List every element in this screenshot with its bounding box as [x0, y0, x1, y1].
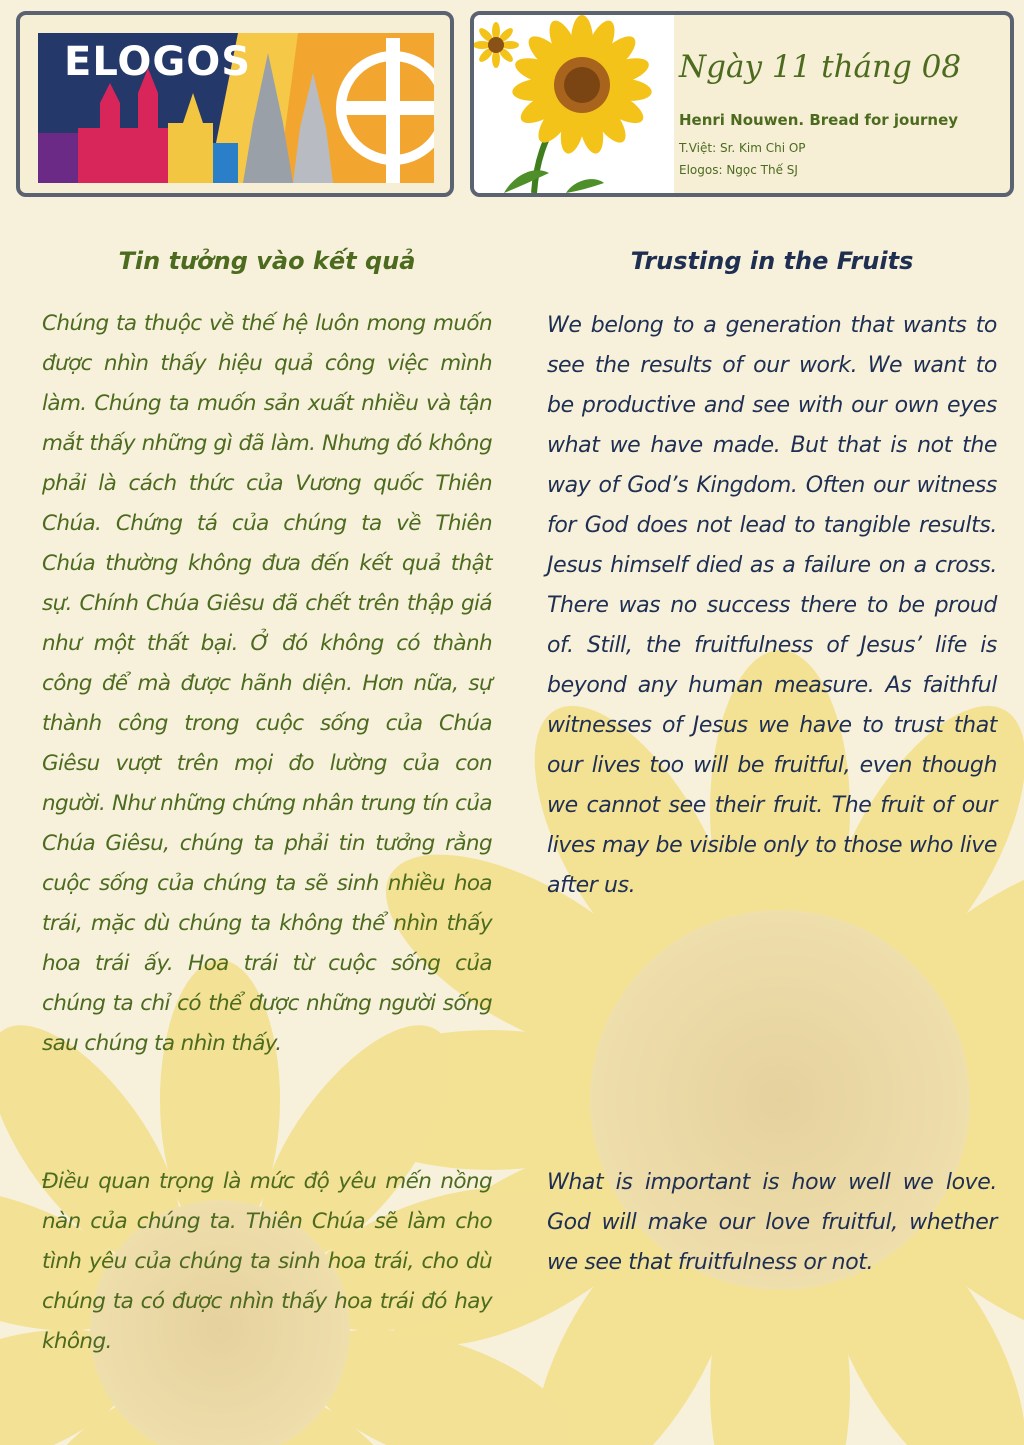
source-line: Henri Nouwen. Bread for journey: [679, 111, 959, 129]
vietnamese-paragraph-2: Điều quan trọng là mức độ yêu mến nồng nàn của chúng ta. Thiên Chúa sẽ làm cho tình yêu của chúng ta sinh hoa trái, cho dù chúng ta có được nhìn thấy hoa trái đó hay không.: [42, 1169, 492, 1354]
sunflower-image: [474, 15, 674, 193]
publisher-credit: Elogos: Ngọc Thế SJ: [679, 163, 798, 177]
logo-frame: [16, 11, 454, 197]
date-heading: Ngày 11 tháng 08: [679, 49, 962, 85]
english-title: Trusting in the Fruits: [630, 247, 914, 275]
translator-credit: T.Việt: Sr. Kim Chi OP: [679, 141, 806, 155]
logo-text: ELOGOS: [64, 39, 252, 85]
info-frame: [470, 11, 1014, 197]
vietnamese-title: Tin tưởng vào kết quả: [118, 247, 416, 275]
vietnamese-paragraph-1: Chúng ta thuộc về thế hệ luôn mong muốn được nhìn thấy hiệu quả công việc mình làm. Chúng ta muốn sản xuất nhiều và tận mắt thấy những gì đã làm. Nhưng đó không phải là cách thức của Vương quốc Thiên Chúa. Chứng tá của chúng ta về Thiên Chúa thường không đưa đến kết quả thật sự. Chính Chúa Giêsu đã chết trên thập giá như một thất bại. Ở đó không có thành công để mà được hãnh diện. Hơn nữa, sự thành công trong cuộc sống của Chúa Giêsu vượt trên mọi đo lường của con người. Như những chứng nhân trung tín của Chúa Giêsu, chúng ta phải tin tưởng rằng cuộc sống của chúng ta sẽ sinh nhiều hoa trái, mặc dù chúng ta không thể nhìn thấy hoa trái ấy. Hoa trái từ cuộc sống của chúng ta chỉ có thể được những người sống sau chúng ta nhìn thấy.: [42, 311, 492, 1056]
elogos-logo[interactable]: [38, 33, 434, 183]
english-paragraph-2: What is important is how well we love. God will make our love fruitful, whether we see that fruitfulness or not.: [547, 1170, 997, 1275]
english-paragraph-1: We belong to a generation that wants to see the results of our work. We want to be productive and see with our own eyes what we have made. But that is not the way of God’s Kingdom. Often our witness for God does not lead to tangible results. Jesus himself died as a failure on a cross. There was no success there to be proud of. Still, the fruitfulness of Jesus’ life is beyond any human measure. As faithful witnesses of Jesus we have to trust that our lives too will be fruitful, even though we cannot see their fruit. The fruit of our lives may be visible only to those who live after us.: [547, 313, 997, 898]
